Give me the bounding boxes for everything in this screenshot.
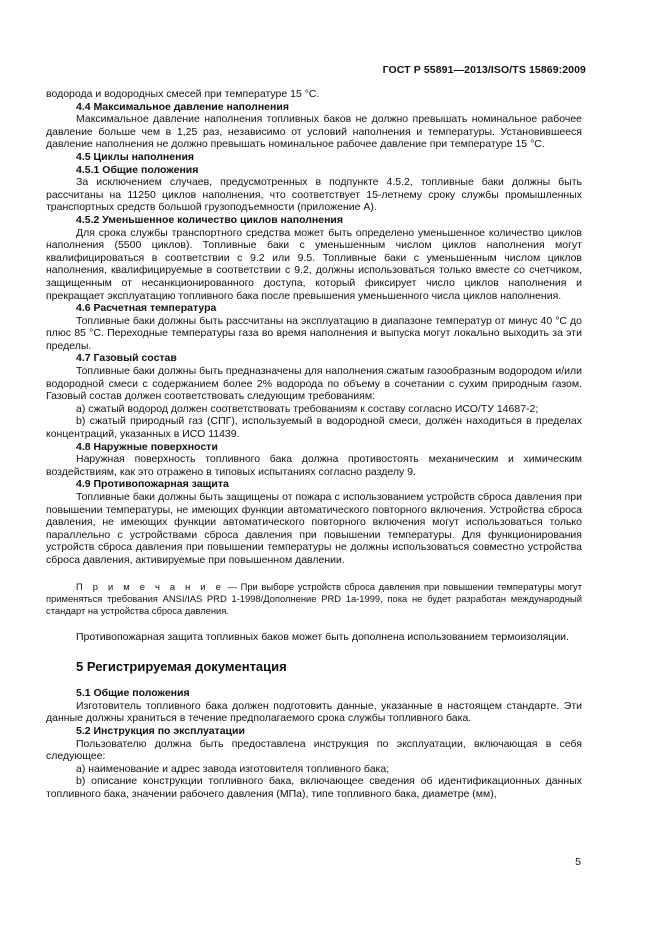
section-4-text (46, 88, 582, 567)
paragraph: Топливные баки должны быть рассчитаны на эксплуатацию в диапазоне температур от минус 40 °С до плюс 85 °С. Переходные температуры газа во время наполнения и выпуска могут локально выходить за эти пределы. (46, 314, 582, 352)
section-heading: 4.8 Наружные поверхности (76, 440, 218, 453)
paragraph: b) описание конструкции топливного бака, включающее сведения об идентификационных данных топливного бака, значении рабочего давления (МПа), типе топливного бака, диаметре (мм), (46, 775, 582, 800)
section-heading: 4.5 Циклы наполнения (76, 150, 195, 163)
section-heading: 5.2 Инструкция по эксплуатации (76, 724, 245, 737)
paragraph: За исключением случаев, предусмотренных в подпункте 4.5.2, топливные баки должны быть рассчитаны на 11250 циклов наполнения, что соответствует 15-летнему сроку службы промышленных транспортных средств большой грузоподъемности (приложение А). (46, 176, 582, 214)
section-heading: 4.5.1 Общие положения (76, 163, 199, 176)
section-heading: 4.6 Расчетная температура (76, 302, 217, 315)
paragraph: а) сжатый водород должен соответствовать требованиям к составу согласно ИСО/ТУ 14687-2; (76, 402, 539, 415)
section-heading: 4.4 Максимальное давление наполнения (76, 100, 289, 113)
document-header: ГОСТ Р 55891—2013/ISO/TS 15869:2009 (382, 64, 586, 76)
page-number: 5 (575, 856, 581, 868)
paragraph: Для срока службы транспортного средства может быть определено уменьшенное количество циклов наполнения (5500 циклов). Топливные баки с уменьшенным числом циклов наполнения могут квалифицироваться в соответствии с 9.2 или 9.5. Топливные баки с уменьшенным числом циклов наполнения, квалифицируемые в соответствии с 9.2, должны использоваться только вместе со счетчиком, защищенным от несанкционированного доступа, который фиксирует число циклов наполнения и прекращает эксплуатацию топливного бака после превышения уменьшенного числа циклов наполнения. (46, 226, 582, 302)
section-heading: 4.7 Газовый состав (76, 352, 177, 365)
paragraph: b) сжатый природный газ (СПГ), используемый в водородной смеси, должен находиться в пределах концентраций, указанных в ИСО 11439. (46, 415, 582, 441)
paragraph: водорода и водородных смесей при температуре 15 °С. (46, 88, 320, 100)
paragraph: Наружная поверхность топливного бака должна противостоять механическим и химическим воздействиям, как это отражено в типовых испытаниях согласно разделу 9. (46, 453, 582, 478)
document-body (46, 88, 582, 801)
paragraph: Топливные баки должны быть предназначены для наполнения сжатым газообразным водородом и/или водородной смеси с содержанием более 2% водорода по объему в сочетании с сухим природным газом. Газовый состав должен соответствовать следующим требованиям: (46, 365, 582, 403)
paragraph: Пользователю должна быть предоставлена инструкция по эксплуатации, включающая в себя следующее: (46, 737, 582, 763)
note-text: — При выборе устройств сброса давления при повышении температуры могут применяться требования ANSI/IAS PRD 1-1998/Дополнение PRD 1a-1999, пока не будет разработан международный стандарт на устройства сброса давления. (46, 580, 582, 616)
note-paragraph (46, 581, 582, 617)
paragraph: Изготовитель топливного бака должен подготовить данные, указанные в настоящем стандарте. Эти данные должны храниться в течение предполагаемого срока службы топливного бака. (46, 699, 582, 725)
paragraph: Топливные баки должны быть защищены от пожара с использованием устройств сброса давления при повышении температуры, не имеющих функции автоматического повторного включения. Устройства сброса давления, не имеющих функции автоматического повторного включения могут использоваться только параллельно с устройствами сброса давления при повышении температуры. Для функционирования устройств сброса давления при повышении температуры не должны использоваться совместно устройства сброса давления, активируемые при повышенном давлении. (46, 491, 582, 566)
paragraph: а) наименование и адрес завода изготовителя топливного бака; (76, 762, 390, 775)
section-5-title: 5 Регистрируемая документация (76, 659, 287, 675)
section-heading: 4.5.2 Уменьшенное количество циклов наполнения (76, 213, 344, 226)
section-heading: 4.9 Противопожарная защита (76, 478, 229, 491)
fire-protection-addendum: Противопожарная защита топливных баков может быть дополнена использованием термоизоляции. (76, 630, 569, 643)
paragraph: Максимальное давление наполнения топливных баков не должно превышать номинальное рабочее давление больше чем в 1,25 раз, независимо от условий наполнения и температуры. Установившееся давление наполнения не должно превышать номинальное рабочее давление при температуре 15 °С. (46, 113, 582, 151)
note-label: П р и м е ч а н и е (76, 580, 224, 592)
section-heading: 5.1 Общие положения (76, 687, 190, 700)
section-5-text (46, 687, 582, 800)
